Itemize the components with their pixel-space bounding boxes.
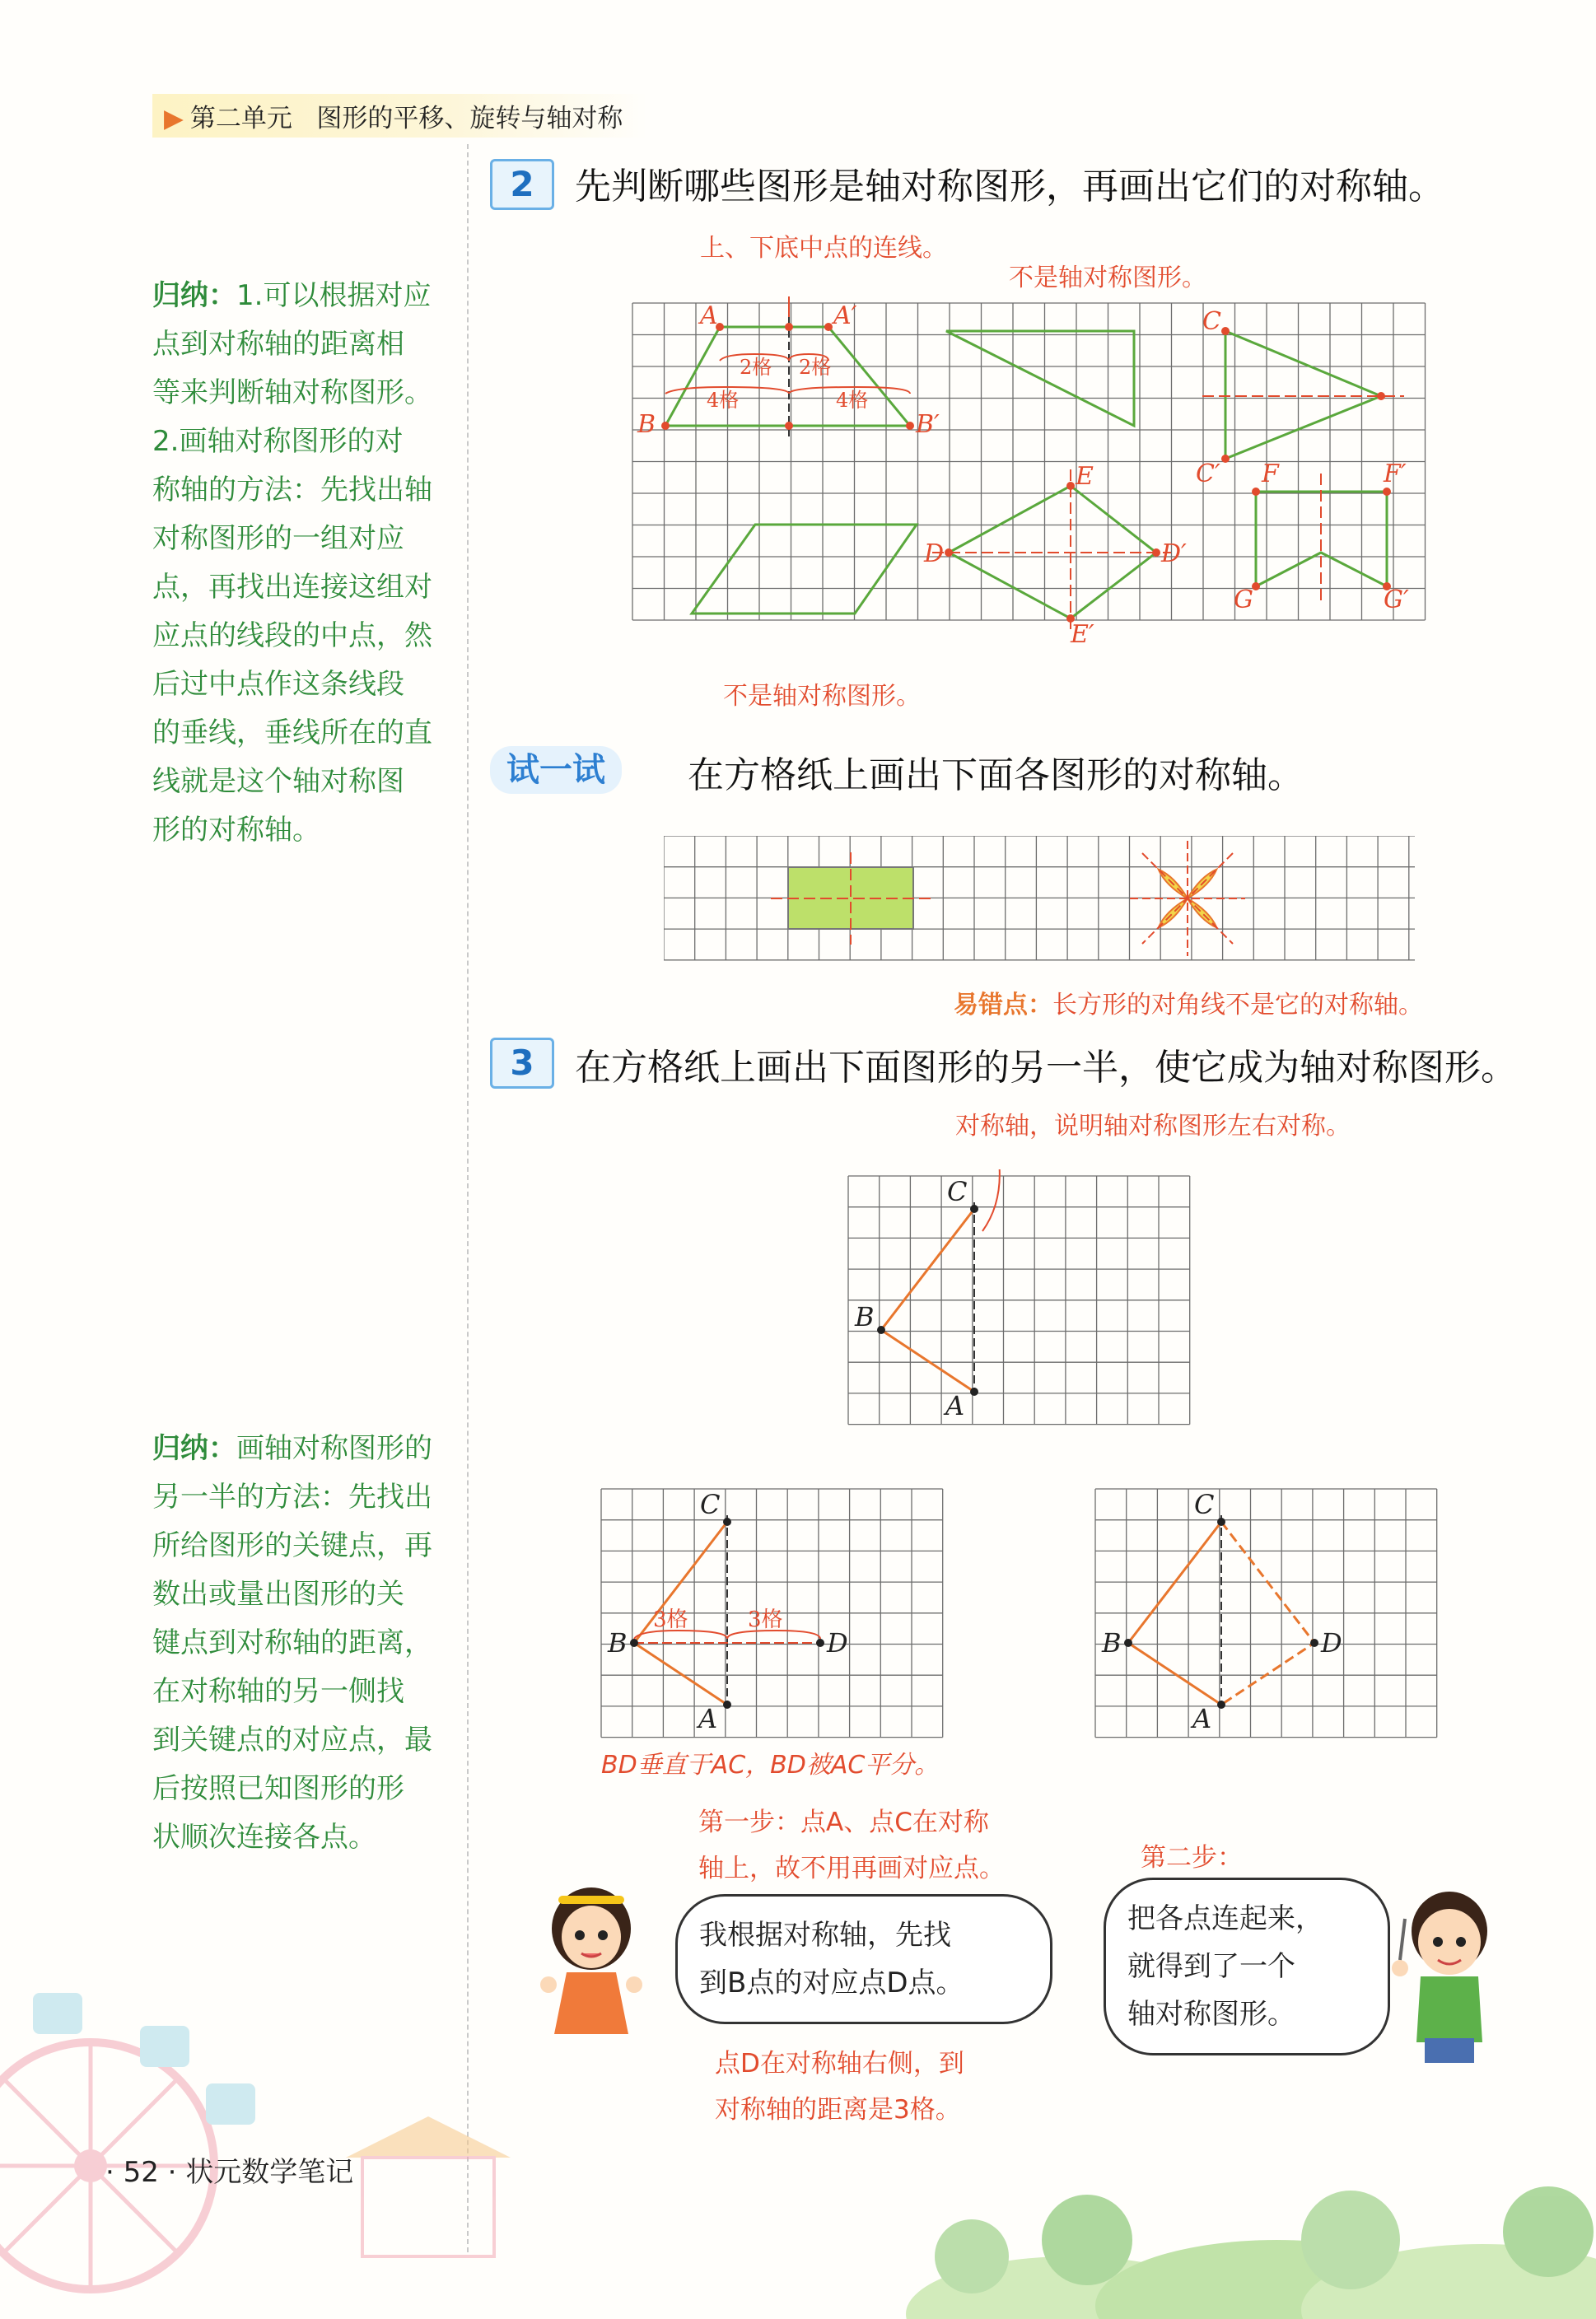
label-A: A xyxy=(945,1390,965,1421)
summary-line: 称轴的方法：先找出轴 xyxy=(152,474,432,506)
distance-label: 3格 xyxy=(748,1607,783,1632)
triangle-icon: ▶ xyxy=(164,104,184,133)
summary-line: 状顺次连接各点。 xyxy=(152,1821,376,1854)
question-2-text: 先判断哪些图形是轴对称图形，再画出它们的对称轴。 xyxy=(575,166,1444,208)
step1-line: 第一步：点A、点C在对称 xyxy=(698,1808,989,1837)
axis-note: 对称轴，说明轴对称图形左右对称。 xyxy=(955,1112,1351,1141)
summary-line: 的垂线，垂线所在的直 xyxy=(152,716,432,749)
summary-line: 形的对称轴。 xyxy=(152,814,320,847)
label-C: C xyxy=(700,1489,721,1520)
try-grid-figure xyxy=(664,836,1415,964)
page-number: · 52 · xyxy=(105,2156,177,2189)
summary-note-1 xyxy=(152,272,457,855)
page-footer xyxy=(105,2149,353,2190)
decorative-scenery xyxy=(0,1976,1596,2319)
unit-title: 图形的平移、旋转与轴对称 xyxy=(316,104,623,133)
grid-lines xyxy=(1095,1489,1437,1738)
fg-shape xyxy=(1256,492,1387,586)
q3-grid-figure xyxy=(847,1169,1192,1426)
summary-line: 应点的线段的中点，然 xyxy=(152,619,432,652)
parallelogram-shape xyxy=(692,525,917,614)
d-note-line: 对称轴的距离是3格。 xyxy=(715,2095,961,2125)
summary-line: 在对称轴的另一侧找 xyxy=(152,1675,404,1708)
distance-label: 3格 xyxy=(653,1607,688,1632)
question-number-3: 3 xyxy=(490,1038,554,1089)
label-A: A xyxy=(1192,1703,1212,1734)
distance-label: 4格 xyxy=(836,389,869,412)
grid-lines xyxy=(848,1176,1190,1425)
label-A-prime: A′ xyxy=(833,301,857,330)
label-E: E xyxy=(1076,462,1094,491)
error-text: 长方形的对角线不是它的对称轴。 xyxy=(1052,991,1423,1020)
summary-line: 后过中点作这条线段 xyxy=(152,668,404,701)
not-symmetric-note-top: 不是轴对称图形。 xyxy=(1009,264,1206,292)
unit-header xyxy=(152,94,647,138)
label-G-prime: G′ xyxy=(1384,586,1409,614)
midline-note: 上、下底中点的连线。 xyxy=(700,234,947,263)
ferris-wheel-illustration xyxy=(0,1993,255,2289)
margin-divider xyxy=(467,144,469,2252)
book-title: 状元数学笔记 xyxy=(185,2156,354,2189)
label-D: D xyxy=(827,1627,848,1659)
question-number-2: 2 xyxy=(490,159,554,210)
q2-grid-figure xyxy=(626,296,1449,651)
label-F-prime: F′ xyxy=(1384,460,1407,488)
label-C: C xyxy=(1202,307,1221,336)
bd-note: BD垂直于AC，BD被AC平分。 xyxy=(601,1751,940,1780)
summary-line: 等来判断轴对称图形。 xyxy=(152,376,432,409)
bubble-line: 我根据对称轴，先找 xyxy=(699,1919,951,1952)
carousel-illustration xyxy=(346,2116,511,2256)
step2-title: 第二步： xyxy=(1141,1843,1243,1873)
bubble-line: 到B点的对应点D点。 xyxy=(699,1967,964,1999)
summary-line: 所给图形的关键点，再 xyxy=(152,1529,432,1562)
error-note xyxy=(954,984,1423,1020)
axis-arrow xyxy=(982,1169,1000,1231)
label-B-prime: B′ xyxy=(916,410,940,439)
step1-grid-figure xyxy=(600,1482,945,1739)
label-D-prime: D′ xyxy=(1161,539,1187,568)
question-3-text: 在方格纸上画出下面图形的另一半，使它成为轴对称图形。 xyxy=(575,1047,1517,1089)
label-D: D xyxy=(1321,1627,1342,1659)
label-B: B xyxy=(637,410,656,439)
summary-line: 2.画轴对称图形的对 xyxy=(152,425,404,458)
summary-line: 1.可以根据对应 xyxy=(236,279,432,312)
summary-line: 另一半的方法：先找出 xyxy=(152,1481,432,1514)
summary-line: 点，再找出连接这组对 xyxy=(152,571,432,604)
label-B: B xyxy=(608,1627,628,1659)
try-it-text: 在方格纸上画出下面各图形的对称轴。 xyxy=(688,754,1304,796)
grid-lines xyxy=(632,303,1426,620)
label-A: A xyxy=(698,1703,718,1734)
step1-note xyxy=(698,1799,1005,1892)
distance-label: 2格 xyxy=(740,356,772,379)
summary-line: 键点到对称轴的距离， xyxy=(152,1626,432,1659)
label-D: D xyxy=(924,539,945,568)
label-G: G xyxy=(1234,586,1253,614)
step1-line: 轴上，故不用再画对应点。 xyxy=(698,1854,1005,1883)
summary-line: 对称图形的一组对应 xyxy=(152,522,404,555)
summary-title: 归纳： xyxy=(152,1432,236,1465)
summary-line: 到关键点的对应点，最 xyxy=(152,1724,432,1757)
label-B: B xyxy=(855,1301,875,1332)
label-E-prime: E′ xyxy=(1071,620,1094,649)
label-B: B xyxy=(1102,1627,1122,1659)
d-note-line: 点D在对称轴右侧，到 xyxy=(715,2049,964,2079)
summary-title: 归纳： xyxy=(152,279,236,312)
label-A: A xyxy=(700,301,718,330)
summary-line: 画轴对称图形的 xyxy=(236,1432,432,1465)
try-it-badge: 试一试 xyxy=(490,746,622,794)
bubble-line: 把各点连起来， xyxy=(1127,1902,1323,1935)
unit-label: 第二单元 xyxy=(189,104,292,133)
hills-illustration xyxy=(906,2186,1596,2319)
bubble-line: 轴对称图形。 xyxy=(1127,1998,1295,2031)
trapezoid-shape xyxy=(665,327,910,426)
step2-grid-figure xyxy=(1094,1482,1440,1739)
label-C: C xyxy=(1194,1489,1215,1520)
not-symmetric-note-bottom: 不是轴对称图形。 xyxy=(723,682,921,711)
label-C: C xyxy=(947,1176,968,1207)
bubble-line: 就得到了一个 xyxy=(1127,1950,1295,1983)
summary-line: 点到对称轴的距离相 xyxy=(152,328,404,361)
label-F: F xyxy=(1262,460,1279,488)
error-label: 易错点： xyxy=(954,991,1052,1020)
distance-label: 2格 xyxy=(799,356,832,379)
summary-note-2 xyxy=(152,1425,457,1862)
label-C-prime: C′ xyxy=(1196,460,1220,488)
distance-label: 4格 xyxy=(707,389,740,412)
kite-triangle-shape xyxy=(1225,331,1381,459)
summary-line: 线就是这个轴对称图 xyxy=(152,765,404,798)
summary-line: 后按照已知图形的形 xyxy=(152,1772,404,1805)
summary-line: 数出或量出图形的关 xyxy=(152,1578,404,1611)
triangle-shape xyxy=(946,331,1134,426)
